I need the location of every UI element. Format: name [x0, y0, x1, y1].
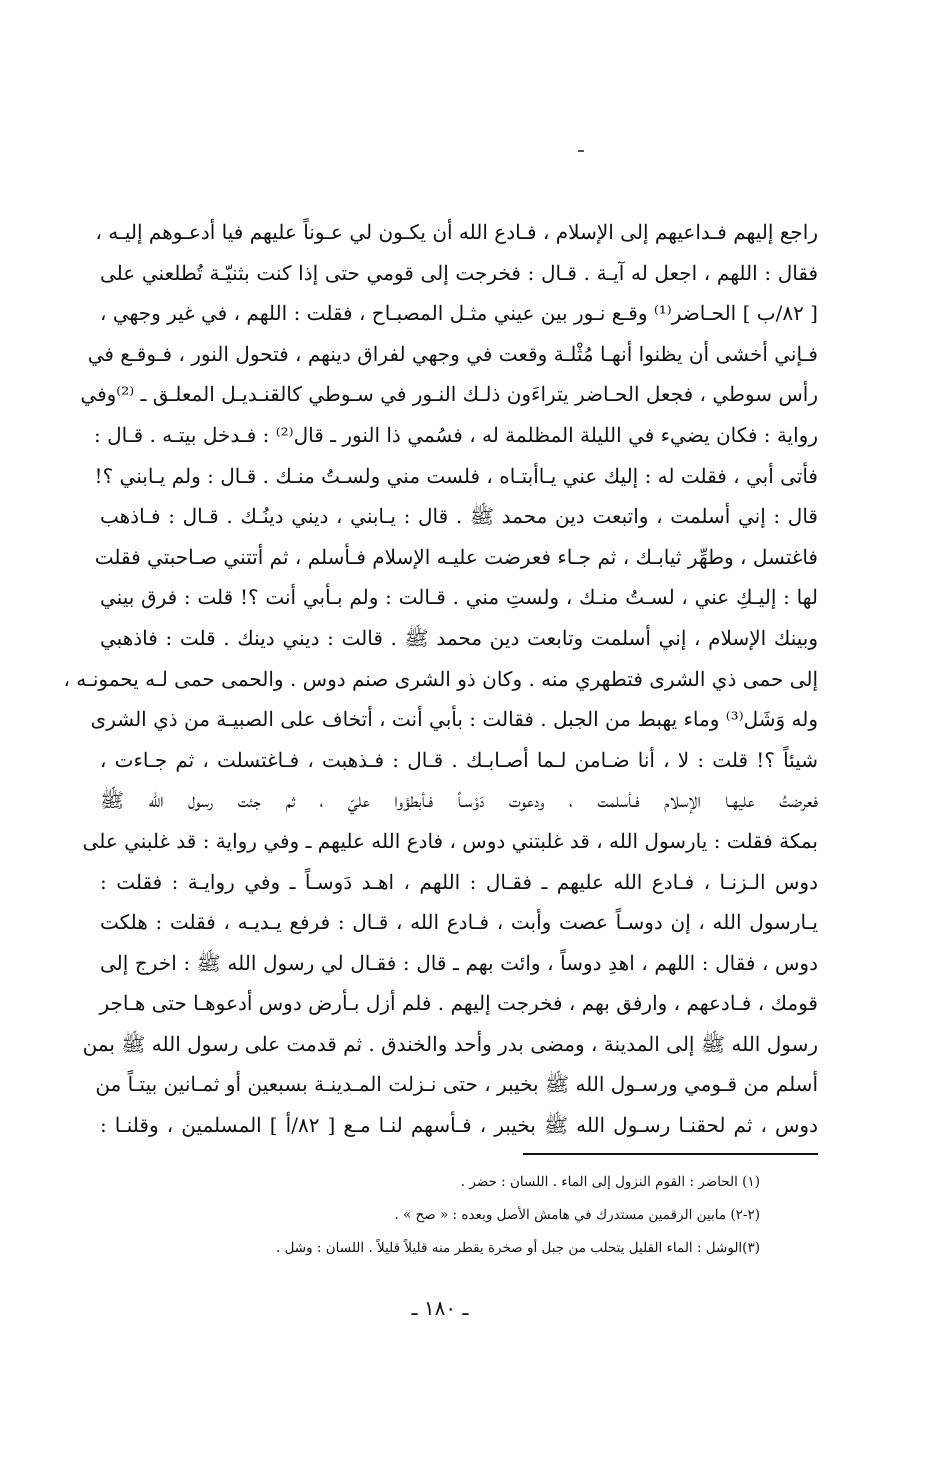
text-line: راجع إليهم فـداعيهم إلى الإسلام ، فـادع الله أن يكـون لي عـوناً عليهم فيا أدعـوهم إليـه ،: [95, 220, 818, 244]
text-line: قال : إني أسلمت ، واتبعت دين محمد ﷺ . قال : يـابني ، ديني دينُـك . قـال : فـاذهب: [100, 504, 818, 529]
text-line: فاغتسل ، وطهِّر ثيابـك ، ثم جـاء فعرضت عليـه الإسلام فـأسلم ، ثم أتتني صـاحبتي فقلت: [94, 544, 818, 569]
text-line: دوس ، فقال : اللهم ، اهدِ دوساً ، وائت بهم ـ قال : فقـال لي رسول الله ﷺ : اخرج إلى: [100, 950, 818, 975]
text-line: بمكة فقلت : يارسول الله ، قد غلبتني دوس ، فادع الله عليهم ـ وفي رواية : قد غلبني على: [82, 828, 818, 853]
text-line: شيئاً ؟! قلت : لا ، أنا ضـامن لـما أصـابـك . قـال : فـذهبت ، فـاغتسلت ، ثم جـاءت ،: [100, 747, 818, 772]
text-line: أسلم من قـومي ورسـول الله ﷺ بخيبر ، حتى نـزلت المـدينـة بسبعين أو ثمـانين بيتـاً من: [95, 1072, 818, 1097]
text-line: فـإني أخشى أن يظنوا أنهـا مُثْلـة وقعت في وجهي لفراق دينهم ، فتحول النور ، فـوقـع في: [87, 341, 818, 366]
footnote-3: (٣)الوشل : الماء القليل يتحلب من جبل أو صخرة يقطر منه قليلاً قليلاً . اللسان : وشل .: [275, 1240, 760, 1256]
text-line: دوس الـزنـا ، فـادع الله عليهم ـ فقـال : اللهم ، اهـد دَوسـاً ـ وفي روايـة : فقلت :: [100, 869, 818, 894]
text-line: فأتى أبي ، فقلت له : إليك عني يـاأبتـاه ، فلست مني ولسـتُ منـك . قـال : ولم يـابني ؟!: [94, 463, 818, 488]
page-number: ـ ١٨٠ ـ: [411, 1296, 469, 1320]
text-line: رواية : فكان يضيء في الليلة المظلمة له ، فسُمي ذا النور ـ قال⁽²⁾ : فـدخل بيتـه . قـال :: [94, 422, 818, 447]
text-line: إلى حمى ذي الشرى فتطهري منه . وكان ذو الشرى صنم دوس . والحمى حمى لـه يحمونـه ،: [63, 666, 818, 691]
text-line: فقال : اللهم ، اجعل له آيـة . قـال : فخرجت إلى قومي حتى إذا كنت بثنيّـة تُطلعني على: [100, 260, 818, 285]
footnote-2: (٢-٢) مابين الرقمين مستدرك في هامش الأصل وبعده : « صح » .: [394, 1207, 760, 1223]
main-text: [63, 212, 818, 1146]
text-line: لها : إليـكِ عني ، لسـتُ منـك ، ولستِ مني . قـالت : ولم بـأبي أنت ؟! قلت : فرق بيني: [100, 585, 818, 610]
text-line: وله وَشَل⁽³⁾ وماء يهبط من الجبل . فقالت : بأبي أنت ، أتخاف على الصبيـة من ذي الشرى: [90, 707, 818, 732]
text-line: [ ٨٢/ب ] الحـاضر⁽¹⁾ وقـع نـور بين عيني مثـل المصبـاح ، فقلت : اللهم ، في غير وجهي ،: [100, 301, 818, 326]
footnotes: [100, 1166, 760, 1265]
footnote-separator: [523, 1153, 818, 1155]
text-line: رأس سوطي ، فجعل الحـاضر يتراءَون ذلـك النـور في سـوطي كالقنـديـل المعلـق ـ ⁽²⁾وفي: [80, 382, 818, 407]
text-line: وبينك الإسلام ، إني أسلمت وتابعت دين محمد ﷺ . قالت : ديني دينك . قلت : فاذهبي: [100, 625, 818, 650]
footnote-1: (١) الحاضر : القوم النزول إلى الماء . اللسان : حضر .: [460, 1174, 760, 1190]
text-line: قومك ، فـادعهم ، وارفق بهم ، فخرجت إليهم . فلم أزل بـأرض دوس أدعوهـا حتى هـاجر: [99, 991, 818, 1016]
scan-speck: [578, 150, 584, 152]
text-line: يـارسول الله ، إن دوسـاً عصت وأبت ، فـادع الله ، قـال : فرفع يـديـه ، فقلت : هلكت: [100, 910, 818, 935]
text-line: رسول الله ﷺ إلى المدينة ، ومضى بدر وأحد والخندق . ثم قدمت على رسول الله ﷺ بمن: [82, 1031, 818, 1056]
text-line: دوس ، ثم لحقنـا رسـول الله ﷺ بخيبر ، فـأسهم لنـا مـع [ ٨٢/أ ] المسلمين ، وقلنـا :: [100, 1113, 818, 1138]
text-line: فعرضتُ عليهـا الإسلام فـأسلمت ، ودعوت دَوْسـاً فـأبطؤوا عليّ ، ثم جئت رسول الله ﷺ: [100, 788, 818, 813]
